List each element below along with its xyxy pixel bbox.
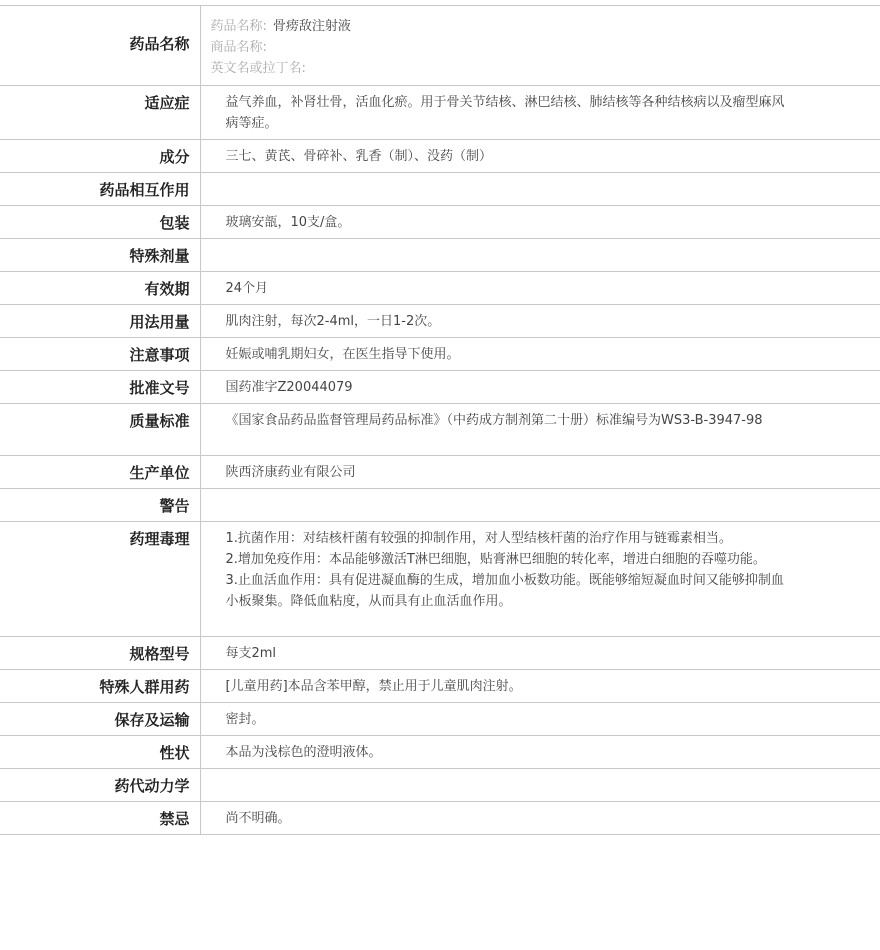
row-value: 益气养血，补肾壮骨，活血化瘀。用于骨关节结核、淋巴结核、肺结核等各种结核病以及瘤型麻风病等症。 (200, 86, 880, 140)
row-value: 肌肉注射，每次2-4ml，一日1-2次。 (200, 305, 880, 338)
row-label: 有效期 (0, 272, 200, 305)
row-value: 24个月 (200, 272, 880, 305)
row-label: 警告 (0, 489, 200, 522)
row-label: 药品相互作用 (0, 173, 200, 206)
row-label: 用法用量 (0, 305, 200, 338)
table-row (0, 371, 880, 404)
table-row (0, 769, 880, 802)
name-cell (200, 6, 880, 86)
generic-name-value: 骨痨敌注射液 (272, 19, 351, 34)
row-value: 每支2ml (200, 637, 880, 670)
table-row (0, 338, 880, 371)
drug-info-table (0, 5, 880, 835)
pharmacology-item: 3.止血活血作用：具有促进凝血酶的生成，增加血小板数功能。既能够缩短凝血时间又能够抑制血小板聚集。降低血粘度，从而具有止血活血作用。 (225, 573, 784, 609)
row-label: 生产单位 (0, 456, 200, 489)
row-label: 保存及运输 (0, 703, 200, 736)
trade-name-line: 商品名称: (210, 40, 267, 55)
table-row (0, 736, 880, 769)
table-row (0, 173, 880, 206)
table-row (0, 206, 880, 239)
row-value (200, 769, 880, 802)
row-label: 特殊人群用药 (0, 670, 200, 703)
table-row-name (0, 6, 880, 86)
row-label: 特殊剂量 (0, 239, 200, 272)
row-label: 性状 (0, 736, 200, 769)
table-row (0, 305, 880, 338)
row-value: 尚不明确。 (200, 802, 880, 835)
table-row (0, 802, 880, 835)
row-value: 陕西济康药业有限公司 (200, 456, 880, 489)
table-row (0, 86, 880, 140)
table-row (0, 140, 880, 173)
table-row (0, 637, 880, 670)
row-label: 批准文号 (0, 371, 200, 404)
pharmacology-item: 1.抗菌作用：对结核杆菌有较强的抑制作用，对人型结核杆菌的治疗作用与链霉素相当。 (225, 531, 732, 546)
row-value: 三七、黄芪、骨碎补、乳香（制）、没药（制） (200, 140, 880, 173)
table-row-pharmacology (0, 522, 880, 637)
row-label: 适应症 (0, 86, 200, 140)
row-value: 妊娠或哺乳期妇女，在医生指导下使用。 (200, 338, 880, 371)
row-value (200, 239, 880, 272)
english-name-line: 英文名或拉丁名: (210, 61, 306, 76)
row-value: 国药准字Z20044079 (200, 371, 880, 404)
row-value: 《国家食品药品监督管理局药品标准》（中药成方制剂第二十册）标准编号为WS3-B-3947-98 (200, 404, 880, 456)
table-row (0, 456, 880, 489)
row-label: 药理毒理 (0, 522, 200, 637)
row-label: 规格型号 (0, 637, 200, 670)
row-label: 禁忌 (0, 802, 200, 835)
row-label: 药代动力学 (0, 769, 200, 802)
table-row (0, 703, 880, 736)
row-label: 药品名称 (0, 6, 200, 86)
table-row (0, 404, 880, 456)
generic-name-line: 药品名称: 骨痨敌注射液 (210, 19, 351, 34)
pharmacology-item: 2.增加免疫作用：本品能够激活T淋巴细胞，贴膏淋巴细胞的转化率，增进白细胞的吞噬功能。 (225, 552, 766, 567)
row-value: 本品为浅棕色的澄明液体。 (200, 736, 880, 769)
row-label: 成分 (0, 140, 200, 173)
row-value: 密封。 (200, 703, 880, 736)
row-value (200, 489, 880, 522)
table-row (0, 239, 880, 272)
table-row (0, 670, 880, 703)
row-value (200, 173, 880, 206)
row-value: 玻璃安瓿，10支/盒。 (200, 206, 880, 239)
row-label: 质量标准 (0, 404, 200, 456)
row-label: 注意事项 (0, 338, 200, 371)
table-row (0, 489, 880, 522)
row-value: [儿童用药]本品含苯甲醇，禁止用于儿童肌肉注射。 (200, 670, 880, 703)
pharmacology-cell (200, 522, 880, 637)
row-label: 包装 (0, 206, 200, 239)
table-row (0, 272, 880, 305)
